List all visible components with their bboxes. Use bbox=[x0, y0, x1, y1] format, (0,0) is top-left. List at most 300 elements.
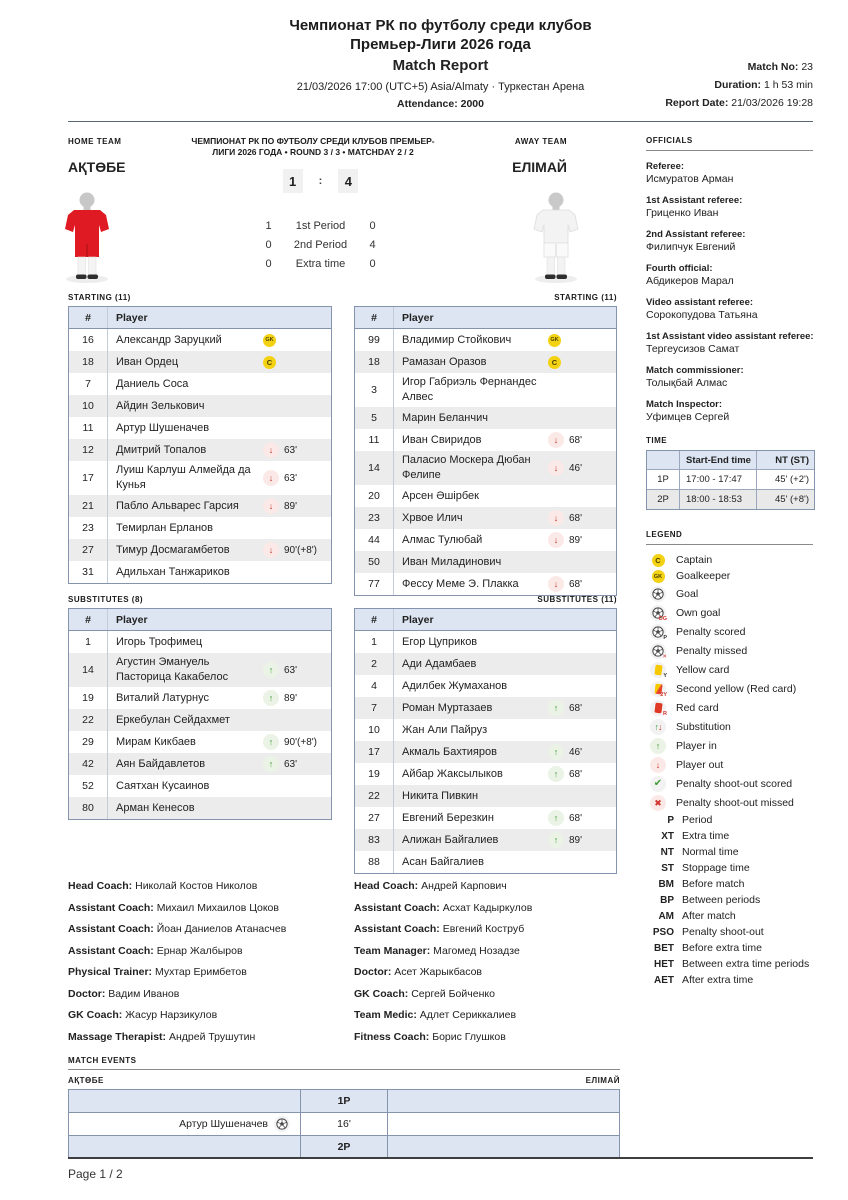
legend-item bbox=[646, 974, 813, 987]
event-minute: 68' bbox=[569, 512, 583, 524]
official-entry bbox=[646, 364, 813, 390]
player-event bbox=[263, 662, 327, 678]
player-number: 14 bbox=[69, 653, 108, 687]
official-role: Match Inspector: bbox=[646, 399, 723, 410]
legend-item bbox=[646, 605, 813, 621]
player-number: 10 bbox=[355, 719, 394, 741]
player-number: 14 bbox=[355, 451, 394, 485]
official-role: 1st Assistant referee: bbox=[646, 195, 743, 206]
player-row bbox=[355, 529, 616, 551]
lineup-table bbox=[354, 608, 617, 874]
legend-label: Goalkeeper bbox=[676, 570, 731, 582]
staff-name: Борис Глушков bbox=[432, 1030, 506, 1043]
player-number: 42 bbox=[69, 753, 108, 775]
time-table-row bbox=[647, 469, 814, 489]
legend-label: Penalty shoot-out missed bbox=[676, 796, 794, 809]
home-starting-lineup bbox=[68, 293, 332, 584]
goalkeeper-icon: GK bbox=[263, 334, 276, 347]
player-out-icon: ↓ bbox=[548, 432, 564, 448]
event-minute: 68' bbox=[569, 768, 583, 780]
attendance: Attendance: 2000 bbox=[397, 98, 484, 110]
player-row bbox=[355, 351, 616, 373]
legend-label: Goal bbox=[676, 587, 699, 600]
legend-label: Second yellow (Red card) bbox=[676, 682, 797, 695]
player-number: 52 bbox=[69, 775, 108, 797]
staff-line bbox=[68, 988, 350, 1000]
staff-role: GK Coach: bbox=[68, 1009, 123, 1021]
official-name: Сорокопудова Татьяна bbox=[646, 309, 758, 321]
player-name: Агустин Эмануель Пасторица Какабелос bbox=[116, 656, 229, 683]
official-name: Исмуратов Арман bbox=[646, 173, 734, 185]
player-out-icon: ↓ bbox=[263, 470, 279, 486]
score-separator: : bbox=[318, 175, 323, 187]
player-out-icon: ↓ bbox=[548, 532, 564, 548]
staff-role: Head Coach: bbox=[354, 880, 419, 892]
time-range: 18:00 - 18:53 bbox=[686, 494, 742, 505]
legend-item bbox=[646, 814, 813, 827]
player-number: 50 bbox=[355, 551, 394, 573]
player-number: 29 bbox=[69, 731, 108, 753]
legend-label: Captain bbox=[676, 554, 713, 566]
legend-item bbox=[646, 846, 813, 859]
period-scores bbox=[248, 217, 393, 274]
legend-label: Between extra time periods bbox=[682, 958, 810, 970]
player-name: Иван Свиридов bbox=[402, 433, 482, 446]
home-score: 1 bbox=[283, 169, 303, 193]
staff-line bbox=[68, 880, 350, 892]
time-range: 17:00 - 17:47 bbox=[686, 474, 742, 485]
player-name: Фессу Меме Э. Плакка bbox=[402, 577, 519, 590]
staff-line bbox=[354, 966, 630, 978]
staff-role: Doctor: bbox=[68, 987, 106, 1000]
player-name: Александр Заруцкий bbox=[116, 333, 222, 346]
report-subtitle: Match Report bbox=[392, 57, 489, 74]
time-table-row bbox=[647, 489, 814, 509]
events-home-team: АҚТӨБЕ bbox=[68, 1076, 104, 1085]
staff-role: Assistant Coach: bbox=[68, 923, 154, 935]
staff-role: Assistant Coach: bbox=[68, 944, 154, 957]
second-yellow-card-icon: 2Y bbox=[650, 681, 666, 697]
player-in-icon: ↑ bbox=[263, 662, 279, 678]
legend-item bbox=[646, 894, 813, 907]
official-role: Video assistant referee: bbox=[646, 297, 754, 308]
player-row bbox=[355, 631, 616, 653]
page-number: Page 1 / 2 bbox=[68, 1167, 123, 1181]
player-name: Евгений Березкин bbox=[402, 811, 494, 824]
player-name: Хрвое Илич bbox=[402, 511, 463, 524]
lineup-table-header: # Player bbox=[69, 307, 331, 329]
legend-label: Before match bbox=[682, 878, 745, 890]
player-out-icon: ↓ bbox=[548, 576, 564, 592]
player-name: Мирам Кикбаев bbox=[116, 735, 196, 748]
player-row bbox=[355, 451, 616, 485]
event-minute: 90'(+8') bbox=[284, 736, 318, 748]
event-minute: 63' bbox=[284, 444, 298, 456]
player-name: Айбар Жаксылыков bbox=[402, 767, 503, 780]
player-event bbox=[548, 744, 612, 760]
player-event bbox=[263, 542, 327, 558]
player-name: Ади Адамбаев bbox=[402, 657, 477, 670]
away-kit-illustration bbox=[526, 189, 586, 285]
player-row bbox=[69, 775, 331, 797]
player-row bbox=[355, 573, 616, 595]
staff-line bbox=[354, 923, 630, 935]
legend-abbr: AET bbox=[654, 975, 674, 986]
legend-label: Yellow card bbox=[676, 663, 730, 676]
match-no: Match No: 23 bbox=[747, 61, 813, 73]
home-kit bbox=[57, 189, 117, 290]
time-nt-st: 45' (+2') bbox=[756, 470, 814, 489]
goalkeeper-icon: GK bbox=[548, 334, 561, 347]
lineup-table-header: # Player bbox=[69, 609, 331, 631]
legend-label: Substitution bbox=[676, 720, 731, 733]
staff-name: Николай Костов Николов bbox=[135, 880, 258, 892]
officials-divider bbox=[646, 150, 813, 151]
legend-label: Penalty shoot-out scored bbox=[676, 777, 793, 790]
player-in-icon: ↑ bbox=[548, 832, 564, 848]
staff-name: Магомед Нозадзе bbox=[433, 944, 520, 957]
player-event bbox=[548, 432, 612, 448]
staff-name: Адлет Сериккалиев bbox=[419, 1009, 517, 1021]
player-name: Алижан Байгалиев bbox=[402, 833, 499, 846]
player-number: 27 bbox=[355, 807, 394, 829]
player-name: Адильхан Танжариков bbox=[116, 565, 230, 578]
player-number: 17 bbox=[69, 461, 108, 495]
player-event bbox=[263, 334, 327, 347]
legend-item bbox=[646, 757, 813, 773]
player-row bbox=[69, 753, 331, 775]
legend-item bbox=[646, 776, 813, 792]
player-name: Паласио Москера Дюбан Фелипе bbox=[402, 454, 531, 481]
player-in-icon: ↑ bbox=[548, 810, 564, 826]
legend-item bbox=[646, 862, 813, 875]
lineup-title: STARTING (11) bbox=[68, 293, 131, 302]
player-number: 18 bbox=[355, 351, 394, 373]
captain-icon: C bbox=[652, 554, 665, 567]
event-minute: 68' bbox=[569, 434, 583, 446]
staff-name: Евгений Коструб bbox=[442, 923, 525, 935]
player-row bbox=[355, 763, 616, 785]
player-name: Адилбек Жумаханов bbox=[402, 679, 508, 692]
player-name: Рамазан Оразов bbox=[402, 355, 487, 368]
player-number: 7 bbox=[355, 697, 394, 719]
away-team-label: AWAY TEAM bbox=[514, 137, 567, 146]
event-minute: 89' bbox=[284, 500, 298, 512]
player-name: Саятхан Кусаинов bbox=[116, 779, 210, 792]
staff-name: Андрей Трушутин bbox=[168, 1030, 256, 1043]
player-number: 10 bbox=[69, 395, 108, 417]
player-out-icon: ↓ bbox=[263, 498, 279, 514]
legend-label: Period bbox=[682, 814, 713, 826]
player-event bbox=[263, 442, 327, 458]
player-number: 27 bbox=[69, 539, 108, 561]
player-number: 31 bbox=[69, 561, 108, 583]
legend-label: After extra time bbox=[682, 974, 754, 986]
player-in-icon: ↑ bbox=[548, 766, 564, 782]
legend-abbr: BM bbox=[658, 879, 674, 890]
player-row bbox=[69, 329, 331, 351]
staff-name: Асхат Кадыркулов bbox=[442, 901, 533, 914]
player-name: Алмас Тулюбай bbox=[402, 533, 483, 546]
official-entry bbox=[646, 228, 813, 254]
player-number: 83 bbox=[355, 829, 394, 851]
player-number: 7 bbox=[69, 373, 108, 395]
penalty-shootout-missed-icon: ✖ bbox=[650, 795, 666, 811]
staff-line bbox=[68, 966, 350, 978]
penalty-scored-icon: P bbox=[650, 624, 666, 640]
legend-item bbox=[646, 926, 813, 939]
home-kit-illustration bbox=[57, 189, 117, 285]
staff-name: Андрей Карпович bbox=[421, 880, 507, 892]
events-away-team: ЕЛІМАЙ bbox=[585, 1076, 620, 1085]
player-number: 1 bbox=[355, 631, 394, 653]
legend-item bbox=[646, 586, 813, 602]
legend-label: Extra time bbox=[682, 830, 730, 842]
player-number: 11 bbox=[355, 429, 394, 451]
scoreboard bbox=[68, 133, 630, 285]
player-number: 19 bbox=[355, 763, 394, 785]
time-section bbox=[646, 436, 813, 510]
report-date: Report Date: 21/03/2026 19:28 bbox=[665, 97, 813, 109]
time-nt-st: 45' (+8') bbox=[756, 490, 814, 509]
player-row bbox=[355, 653, 616, 675]
legend-list bbox=[646, 554, 813, 987]
period-row bbox=[69, 1135, 619, 1158]
player-event bbox=[263, 470, 327, 486]
player-out-icon: ↓ bbox=[548, 460, 564, 476]
header-divider bbox=[68, 121, 813, 122]
player-row bbox=[355, 329, 616, 351]
official-name: Уфимцев Сергей bbox=[646, 411, 730, 423]
legend-item bbox=[646, 738, 813, 754]
lineup-title: SUBSTITUTES (11) bbox=[537, 595, 617, 604]
event-player: Артур Шушеначев bbox=[179, 1118, 268, 1130]
lineup-table bbox=[354, 306, 617, 596]
player-row bbox=[355, 741, 616, 763]
player-name: Роман Муртазаев bbox=[402, 701, 493, 714]
lineup-title: SUBSTITUTES (8) bbox=[68, 595, 144, 604]
competition-line: ЧЕМПИОНАТ РК ПО ФУТБОЛУ СРЕДИ КЛУБОВ ПРЕМЬЕР- ЛИГИ 2026 ГОДА • ROUND 3 / 3 • MATCHDAY 2 / 2 bbox=[191, 136, 435, 157]
player-name: Иван Ордец bbox=[116, 355, 179, 368]
player-event bbox=[548, 356, 612, 369]
player-name: Иван Миладинович bbox=[402, 555, 502, 568]
official-name: Гриценко Иван bbox=[646, 207, 719, 219]
staff-line bbox=[68, 902, 350, 914]
player-event bbox=[548, 510, 612, 526]
right-column bbox=[646, 136, 813, 990]
player-event bbox=[548, 766, 612, 782]
player-out-icon: ↓ bbox=[263, 442, 279, 458]
player-row bbox=[69, 539, 331, 561]
goal-icon bbox=[650, 586, 666, 602]
player-row bbox=[69, 439, 331, 461]
player-in-icon: ↑ bbox=[263, 734, 279, 750]
time-period: 2P bbox=[647, 490, 680, 509]
player-event bbox=[548, 334, 612, 347]
legend-abbr: AM bbox=[658, 911, 674, 922]
player-name: Игорь Трофимец bbox=[116, 635, 203, 648]
staff-line bbox=[354, 988, 630, 1000]
official-entry bbox=[646, 160, 813, 186]
player-row bbox=[355, 551, 616, 573]
match-events-title: MATCH EVENTS bbox=[68, 1056, 137, 1065]
legend-item bbox=[646, 878, 813, 891]
footer-divider bbox=[68, 1157, 813, 1159]
official-role: Fourth official: bbox=[646, 263, 713, 274]
official-name: Тергеусизов Самат bbox=[646, 343, 740, 355]
lineup-table bbox=[68, 608, 332, 820]
player-number: 99 bbox=[355, 329, 394, 351]
official-role: Match commissioner: bbox=[646, 365, 744, 376]
player-in-icon: ↑ bbox=[263, 690, 279, 706]
lineup-table bbox=[68, 306, 332, 584]
event-minute: 63' bbox=[284, 758, 298, 770]
score-panel bbox=[248, 169, 393, 274]
player-number: 23 bbox=[355, 507, 394, 529]
player-event bbox=[263, 356, 327, 369]
player-row bbox=[69, 395, 331, 417]
period-score-row: 0 Extra time 0 bbox=[265, 258, 376, 270]
event-minute: 68' bbox=[569, 578, 583, 590]
legend-item bbox=[646, 830, 813, 843]
match-events-section bbox=[68, 1056, 620, 1159]
player-number: 18 bbox=[69, 351, 108, 373]
official-entry bbox=[646, 398, 813, 424]
staff-line bbox=[354, 945, 630, 957]
player-in-icon: ↑ bbox=[263, 756, 279, 772]
away-kit bbox=[526, 189, 586, 290]
player-name: Егор Цуприков bbox=[402, 635, 478, 648]
staff-role: Assistant Coach: bbox=[354, 923, 440, 935]
legend-item bbox=[646, 700, 813, 716]
player-event bbox=[548, 810, 612, 826]
official-entry bbox=[646, 296, 813, 322]
period-score-row: 1 1st Period 0 bbox=[265, 220, 376, 232]
legend-item bbox=[646, 570, 813, 583]
player-row bbox=[69, 561, 331, 583]
legend-label: Penalty shoot-out bbox=[682, 926, 764, 938]
player-name: Игор Габриэль Фернандес Алвес bbox=[402, 376, 537, 403]
substitution-icon: ↑ ↓ bbox=[650, 719, 666, 735]
player-number: 16 bbox=[69, 329, 108, 351]
player-number: 20 bbox=[355, 485, 394, 507]
player-number: 12 bbox=[69, 439, 108, 461]
player-name: Тимур Досмагамбетов bbox=[116, 543, 230, 556]
official-role: 1st Assistant video assistant referee: bbox=[646, 331, 814, 342]
player-row bbox=[69, 351, 331, 373]
player-name: Марин Беланчич bbox=[402, 411, 488, 424]
match-events-table bbox=[68, 1089, 620, 1159]
official-entry bbox=[646, 330, 813, 356]
player-row bbox=[355, 829, 616, 851]
time-title: TIME bbox=[646, 436, 668, 445]
home-team-name: АҚТӨБЕ bbox=[68, 159, 126, 175]
staff-line bbox=[354, 880, 630, 892]
staff-line bbox=[354, 1009, 630, 1021]
legend-item bbox=[646, 719, 813, 735]
player-name: Артур Шушеначев bbox=[116, 421, 210, 434]
legend-label: Player out bbox=[676, 758, 724, 771]
player-name: Еркебулан Сейдахмет bbox=[116, 713, 230, 726]
event-minute: 16' bbox=[300, 1113, 388, 1135]
event-minute: 90'(+8') bbox=[284, 544, 318, 556]
staff-line bbox=[354, 902, 630, 914]
player-number: 88 bbox=[355, 851, 394, 873]
player-number: 17 bbox=[355, 741, 394, 763]
legend-item bbox=[646, 643, 813, 659]
red-card-icon: R bbox=[650, 700, 666, 716]
staff-role: Massage Therapist: bbox=[68, 1030, 167, 1043]
staff-name: Ернар Жалбыров bbox=[156, 944, 243, 957]
staff-name: Мухтар Еримбетов bbox=[154, 966, 247, 978]
legend-item bbox=[646, 681, 813, 697]
staff-name: Йоан Даниелов Атанасчев bbox=[156, 923, 287, 935]
player-name: Аян Байдавлетов bbox=[116, 757, 206, 770]
player-name: Виталий Латурнус bbox=[116, 691, 209, 704]
match-date-venue: 21/03/2026 17:00 (UTC+5) Asia/Almaty · Туркестан Арена bbox=[296, 81, 585, 93]
home-staff-list bbox=[68, 880, 350, 1052]
player-row bbox=[69, 731, 331, 753]
legend-label: Own goal bbox=[676, 606, 721, 619]
player-name: Дмитрий Топалов bbox=[116, 443, 207, 456]
legend-item bbox=[646, 662, 813, 678]
officials-title: OFFICIALS bbox=[646, 136, 693, 145]
player-in-icon: ↑ bbox=[548, 700, 564, 716]
official-name: Толықбай Алмас bbox=[646, 377, 728, 389]
legend-abbr: BET bbox=[654, 943, 674, 954]
event-minute: 46' bbox=[569, 462, 583, 474]
player-row bbox=[355, 719, 616, 741]
player-number: 11 bbox=[69, 417, 108, 439]
player-event bbox=[263, 690, 327, 706]
player-name: Луиш Карлуш Алмейда да Кунья bbox=[116, 464, 251, 491]
player-row bbox=[69, 373, 331, 395]
player-number: 21 bbox=[69, 495, 108, 517]
event-minute: 89' bbox=[569, 534, 583, 546]
player-event bbox=[263, 756, 327, 772]
legend-divider bbox=[646, 544, 813, 545]
player-number: 22 bbox=[69, 709, 108, 731]
player-event bbox=[548, 532, 612, 548]
period-label: 2P bbox=[300, 1136, 388, 1158]
player-number: 2 bbox=[355, 653, 394, 675]
staff-name: Асет Жарыкбасов bbox=[394, 966, 482, 978]
official-entry bbox=[646, 194, 813, 220]
legend-abbr: ST bbox=[661, 863, 674, 874]
player-number: 80 bbox=[69, 797, 108, 819]
player-name: Пабло Альварес Гарсия bbox=[116, 499, 239, 512]
player-name: Арсен Әшірбек bbox=[402, 489, 479, 502]
player-row bbox=[355, 807, 616, 829]
legend-item bbox=[646, 624, 813, 640]
player-name: Асан Байгалиев bbox=[402, 855, 484, 868]
player-row bbox=[69, 653, 331, 687]
lineup-title: STARTING (11) bbox=[554, 293, 617, 302]
player-in-icon: ↑ bbox=[548, 744, 564, 760]
player-name: Арман Кенесов bbox=[116, 801, 195, 814]
event-row bbox=[69, 1112, 619, 1135]
match-events-teams bbox=[68, 1076, 620, 1085]
away-starting-lineup bbox=[354, 293, 617, 596]
player-row bbox=[355, 675, 616, 697]
official-name: Филипчук Евгений bbox=[646, 241, 736, 253]
away-staff-list bbox=[354, 880, 630, 1052]
event-minute: 63' bbox=[284, 472, 298, 484]
time-period: 1P bbox=[647, 470, 680, 489]
player-name: Темирлан Ерланов bbox=[116, 521, 213, 534]
legend-label: Player in bbox=[676, 739, 717, 752]
event-minute: 63' bbox=[284, 664, 298, 676]
